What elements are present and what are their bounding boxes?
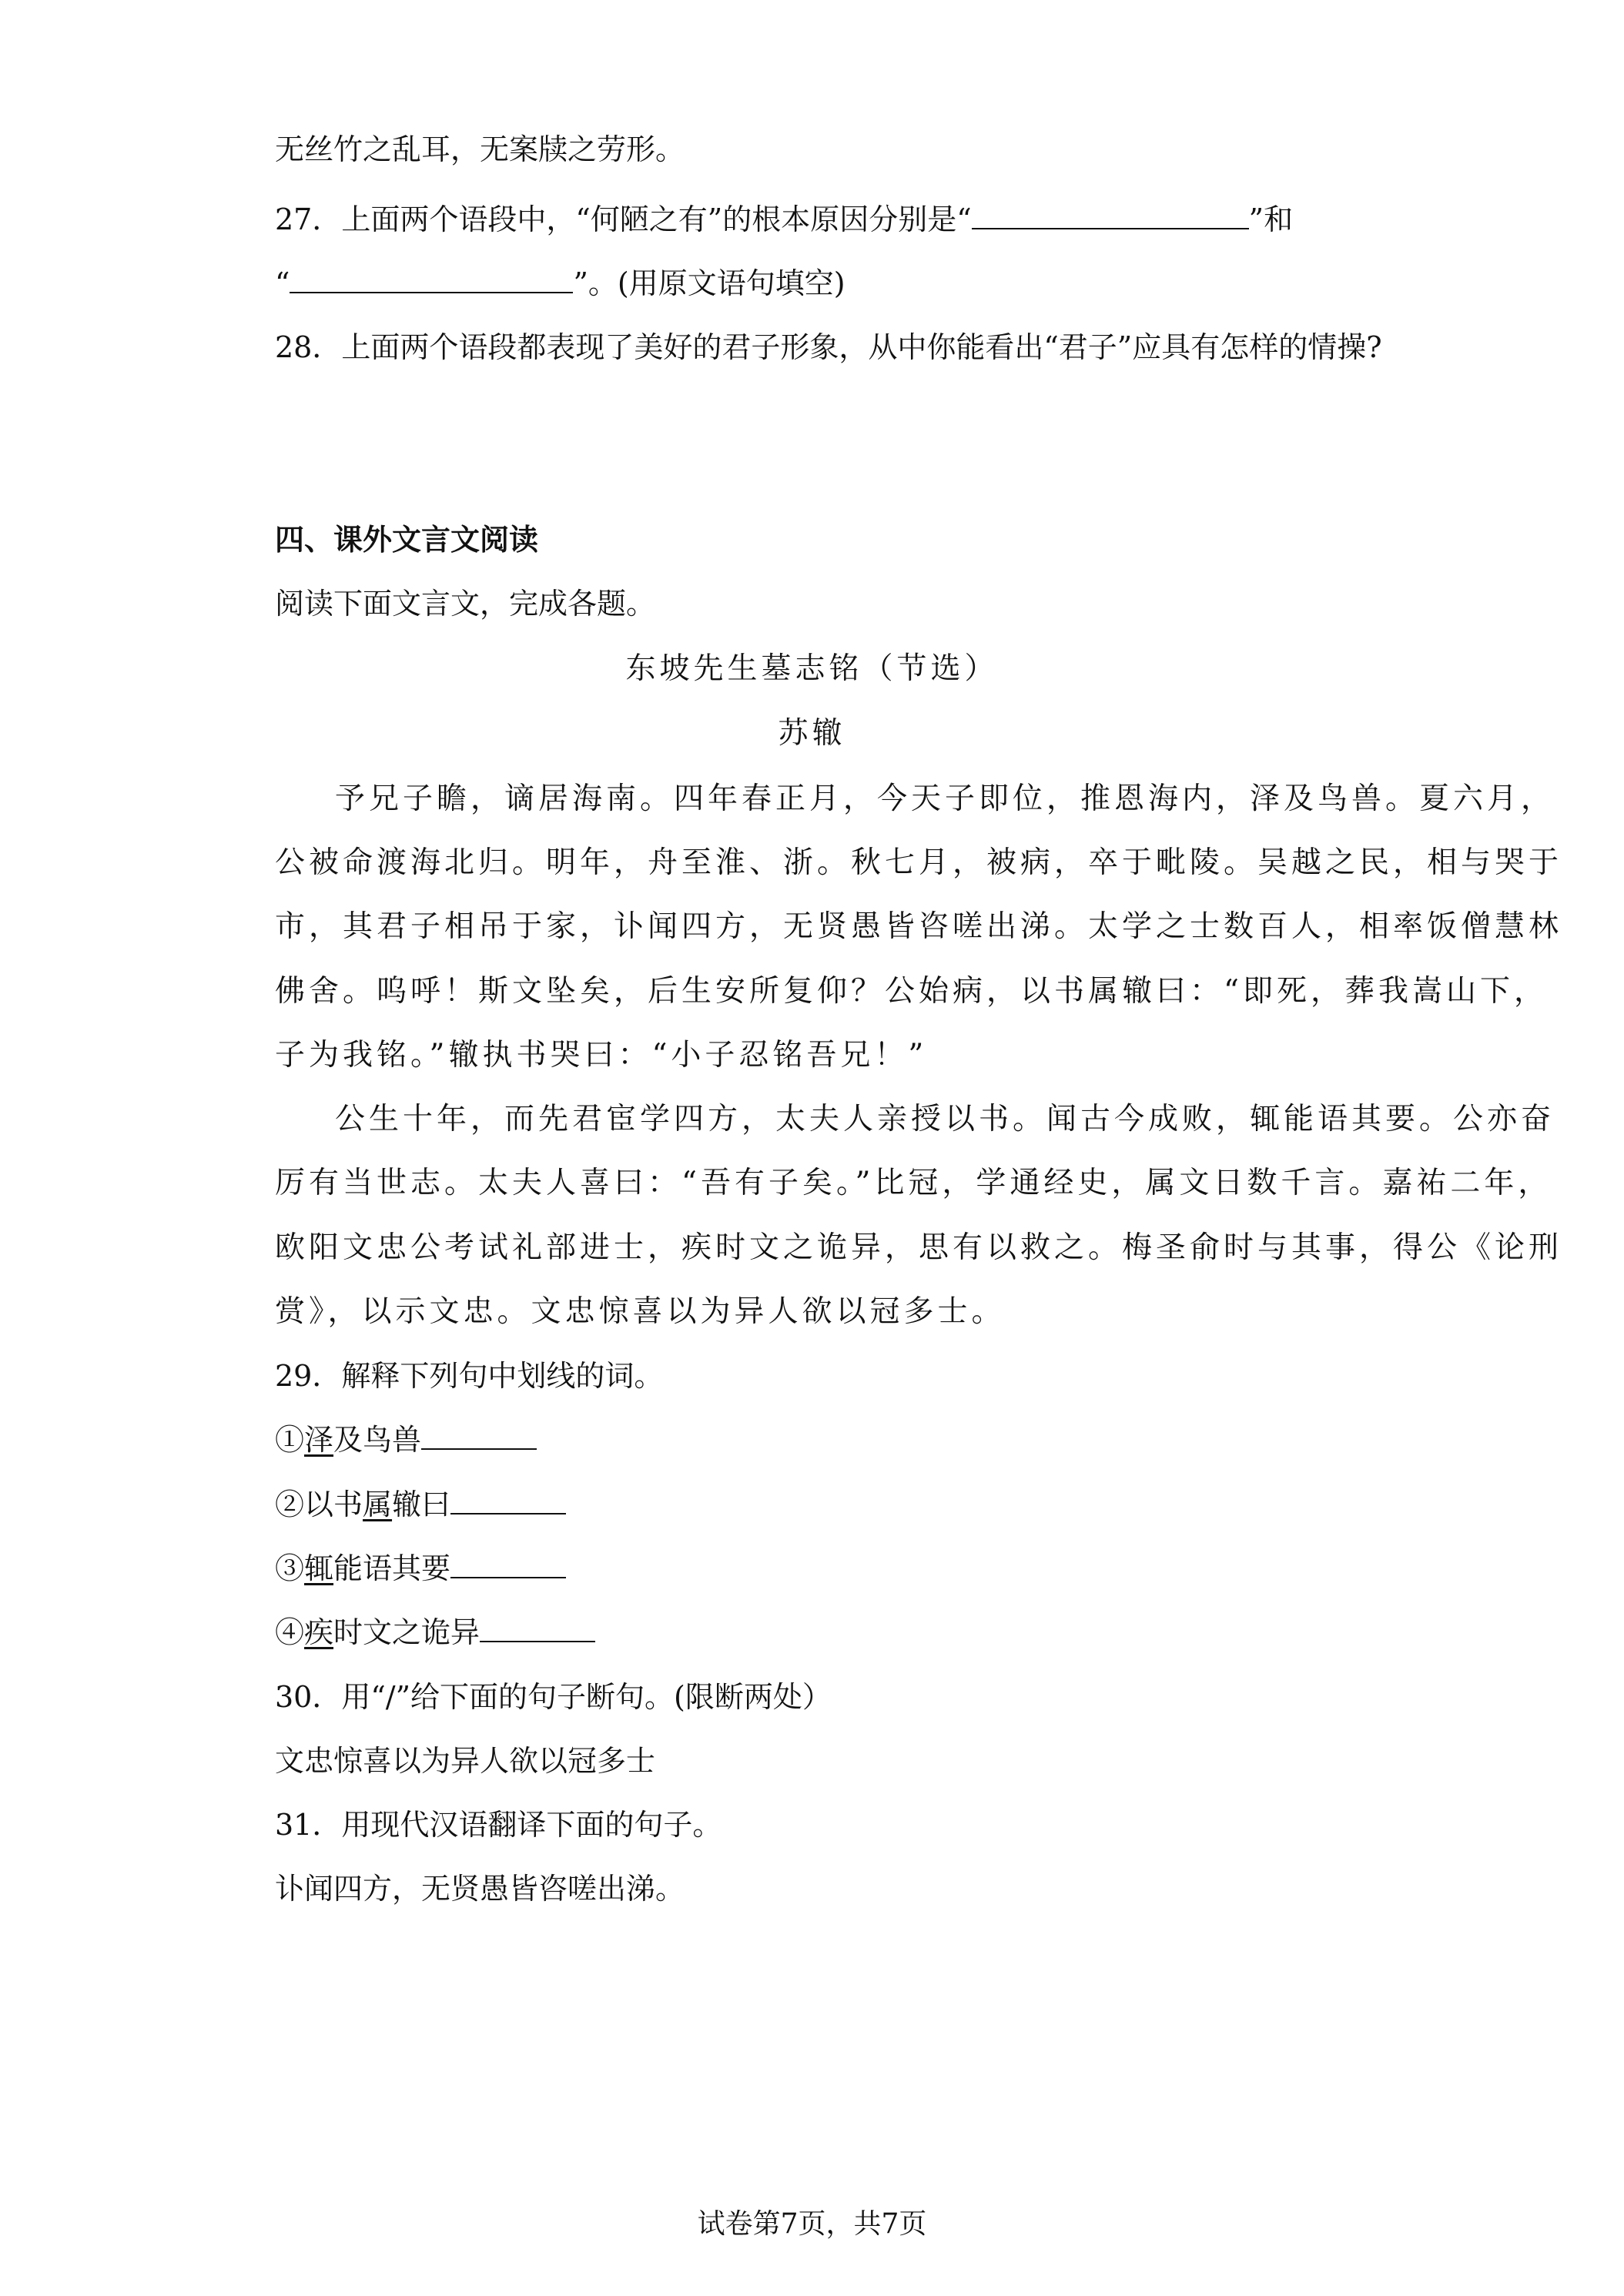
answer-blank[interactable] (450, 1551, 566, 1578)
question-29-stem: 29．解释下列句中划线的词。 (275, 1359, 664, 1393)
page-footer: 试卷第7页，共7页 (697, 2208, 927, 2240)
answer-blank-1[interactable] (972, 202, 1249, 229)
underlined-word: 疾 (304, 1615, 334, 1649)
passage-line: 赏》，以示文忠。文忠惊喜以为异人欲以冠多士。 (275, 1294, 1006, 1329)
question-29-item-4 (275, 1614, 595, 1651)
question-31-stem: 31．用现代汉语翻译下面的句子。 (275, 1808, 722, 1842)
passage-line: 公生十年，而先君宦学四方，太夫人亲授以书。闻古今成败，辄能语其要。公亦奋 (335, 1102, 1555, 1136)
question-28: 28．上面两个语段都表现了美好的君子形象，从中你能看出“君子”应具有怎样的情操? (275, 330, 1382, 364)
passage-line: 佛舍。呜呼！斯文坠矣，后生安所复仰？公始病，以书属辙曰：“即死，葬我嵩山下， (275, 974, 1548, 1009)
question-30-sentence: 文忠惊喜以为异人欲以冠多士 (275, 1744, 656, 1778)
item-text: 以书 (304, 1488, 363, 1521)
question-30-stem: 30．用“/”给下面的句子断句。(限断两处） (275, 1680, 832, 1714)
poem-ending-line: 无丝竹之乱耳，无案牍之劳形。 (275, 132, 685, 166)
underlined-word: 辄 (304, 1551, 334, 1585)
question-27-mid: ”和 (1248, 202, 1294, 236)
question-27-line-1 (275, 201, 1293, 238)
item-text: 时文之诡异 (333, 1615, 481, 1649)
question-29-item-3 (275, 1550, 566, 1587)
passage-line: 厉有当世志。太夫人喜曰：“吾有子矣。”比冠，学通经史，属文日数千言。嘉祐二年， (275, 1166, 1552, 1200)
question-29-item-1 (275, 1421, 537, 1458)
section-heading: 四、课外文言文阅读 (275, 522, 539, 557)
answer-blank-2[interactable] (290, 266, 573, 293)
item-text: 辙曰 (392, 1488, 451, 1521)
passage-line: 市，其君子相吊于家，讣闻四方，无贤愚皆咨嗟出涕。太学之士数百人，相率饭僧慧林 (275, 909, 1563, 944)
passage-line: 公被命渡海北归。明年，舟至淮、浙。秋七月，被病，卒于毗陵。吴越之民，相与哭于 (275, 845, 1563, 880)
item-text: 能语其要 (333, 1551, 451, 1585)
answer-blank[interactable] (450, 1487, 566, 1514)
item-number: ① (275, 1423, 305, 1457)
underlined-word: 属 (363, 1488, 393, 1521)
question-27-line-2 (275, 265, 845, 302)
passage-title: 东坡先生墓志铭（节选） (625, 651, 999, 686)
question-31-sentence: 讣闻四方，无贤愚皆咨嗟出涕。 (275, 1872, 685, 1906)
question-29-item-2 (275, 1486, 566, 1523)
question-27-prefix: 27．上面两个语段中，“何陋之有”的根本原因分别是“ (275, 202, 972, 236)
passage-line: 欧阳文忠公考试礼部进士，疾时文之诡异，思有以救之。梅圣俞时与其事，得公《论刑 (275, 1230, 1563, 1265)
item-number: ④ (275, 1615, 305, 1649)
passage-line: 子为我铭。”辙执书哭曰：“小子忍铭吾兄！” (275, 1038, 928, 1073)
quote-open: “ (275, 266, 290, 300)
passage-author: 苏辙 (778, 716, 846, 751)
underlined-word: 泽 (304, 1423, 334, 1457)
question-27-suffix: ”。(用原文语句填空) (573, 266, 845, 300)
passage-line: 予兄子瞻，谪居海南。四年春正月，今天子即位，推恩海内，泽及鸟兽。夏六月， (335, 782, 1555, 816)
answer-blank[interactable] (421, 1422, 537, 1450)
item-text: 及鸟兽 (333, 1423, 422, 1457)
section-instruction: 阅读下面文言文，完成各题。 (275, 587, 656, 621)
answer-blank[interactable] (480, 1615, 595, 1642)
item-number: ② (275, 1488, 305, 1521)
item-number: ③ (275, 1551, 305, 1585)
